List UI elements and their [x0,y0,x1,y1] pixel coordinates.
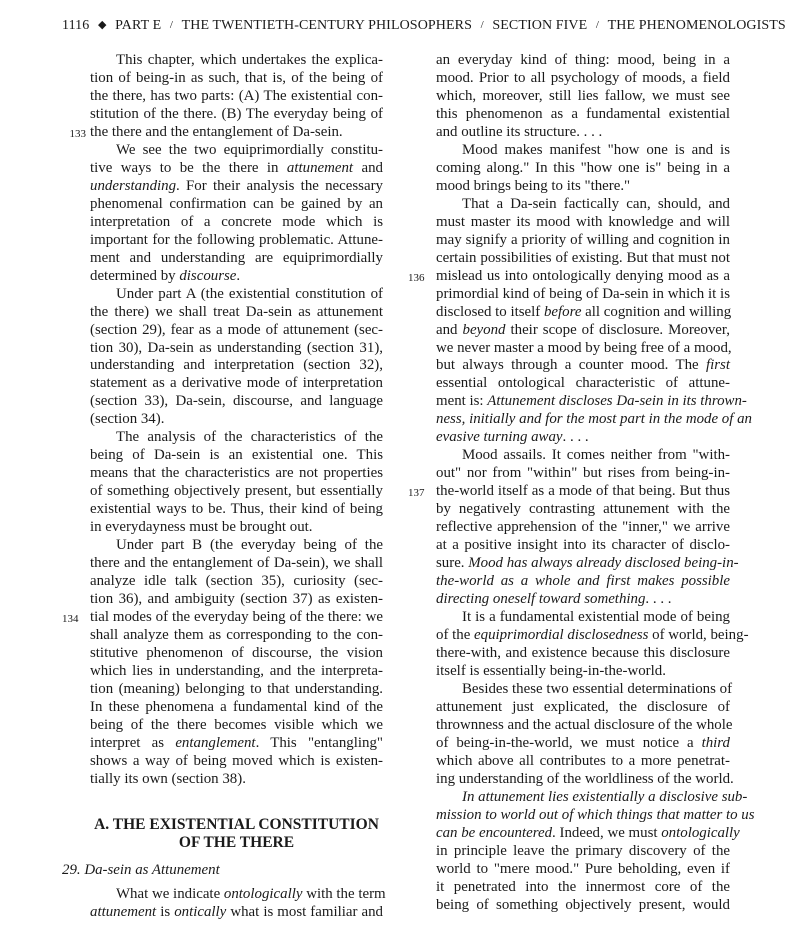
slash-separator: / [595,19,600,31]
text-line: This chapter, which undertakes the explica- [116,52,383,68]
section-gap [90,852,383,862]
text-line: and outline its structure. . . . [436,123,603,140]
section-heading: OF THE THERE [178,833,295,851]
slash-separator: / [169,19,173,31]
text-line: the there) we shall treat Da-sein as attunement [90,303,383,320]
text-line: there-with, and existence because this disclosure [436,644,730,661]
text-line: the-world itself as a mode of that being. But thus 137 [436,483,730,501]
text-line: can be encountered. Indeed, we must ontologically [436,824,740,841]
text-line: shall analyze them as corresponding to the con- [90,627,383,643]
text-line: We see the two equiprimordially constitu- [116,141,383,158]
text-line: certain possibilities of existing. But that must not [436,249,730,266]
text-line: What we indicate ontologically with the term [116,885,386,902]
text-line: interpretation of a concrete mode which is [90,213,383,230]
text-line: disclosed to itself before all cognition and willing [436,303,732,320]
header-section: SECTION FIVE [492,18,588,33]
header-book: THE TWENTIETH-CENTURY PHILOSOPHERS [181,18,472,33]
text-line: Under part B (the everyday being of the [116,537,383,554]
section-heading: A. THE EXISTENTIAL CONSTITUTION [94,815,379,833]
text-line: analyze idle talk (section 35), curiosity (sec- [90,573,383,590]
text-line: an everyday kind of thing: mood, being in a [436,52,730,68]
text-line: mood. Prior to all psychology of moods, a field [436,69,730,86]
right-column [408,52,755,915]
text-line: ing understanding of the worldliness of the world. [436,770,734,787]
text-line: the there, has two parts: (A) The existential con- [90,87,383,104]
text-line: in principle leave the primary discovery of the [436,842,730,859]
text-line: must master its mood with knowledge and will [436,213,730,230]
text-line: being of something objectively present, would [436,896,730,913]
text-line: mood brings being to its "there." [436,177,631,194]
subsection-heading: 29. Da-sein as Attunement [62,861,220,878]
text-line: in everydayness must be brought out. [90,519,313,536]
text-line: it penetrated into the innermost core of the [436,878,730,895]
text-line: coming along." In this "how one is" being in a [436,159,730,176]
text-line: of the equiprimordial disclosedness of world, being- [436,627,749,643]
text-line: primordial kind of being of Da-sein in which it is [436,285,730,302]
text-line: sure. Mood has always already disclosed being-in- [436,555,739,572]
text-line: important for the following problematic. Attune- [90,231,383,248]
text-line: It is a fundamental existential mode of being [462,609,730,626]
text-line: Under part A (the existential constitution of [116,285,383,302]
text-line: Besides these two essential determinations of [462,680,733,697]
text-line: the-world as a whole and first makes possible [436,573,730,590]
section-gap [90,789,383,816]
text-line: Mood makes manifest "how one is and is [462,141,730,158]
slash-separator: / [480,19,484,31]
left-column [62,52,386,922]
text-line: world to "mere mood." Pure beholding, even if [436,860,730,877]
text-line: of something objectively present, but essentially [90,483,383,500]
text-line: tial modes of the everyday being of the there: we 134 [90,609,383,627]
text-line: shows a way of being moved which is existen- [90,752,383,769]
text-line: tion (meaning) belonging to that understanding. [90,680,383,697]
text-line: being of the there becomes visible which we [90,716,383,733]
text-line: which above all contributes to a more penetrat- [436,752,730,769]
text-line: existential ways to be. Thus, their kind of being [90,501,383,518]
text-line: tive ways to be the there in attunement and [90,159,383,176]
text-line: interpret as entanglement. This "entangling" [90,734,383,751]
text-line: out" nor from "within" but rises from being-in- [436,465,730,482]
text-line: of being-in-the-world, we must notice a third [436,734,730,751]
text-line: stitution of the there. (B) The everyday being of [90,105,383,122]
text-line: (section 29), fear as a mode of attunement (sec- [90,321,383,338]
text-line: ment is: Attunement discloses Da-sein in its thrown- [436,393,747,410]
running-header [62,18,786,34]
text-line: In attunement lies existentially a disclosive sub- [462,788,748,805]
text-line: (section 34). [90,411,165,428]
text-line: which, moreover, still lies fallow, we must see [436,87,730,104]
text-line: tion 30), Da-sein as understanding (section 31), [90,339,383,356]
text-line: this phenomenon as a fundamental existential [436,105,730,122]
header-part: PART E [115,18,162,33]
text-line: tion of being-in as such, that is, of the being of [90,69,383,86]
text-line: tion 36), and ambiguity (section 37) as existen- [90,591,383,608]
text-line: which lies in understanding, and the interpreta- [90,662,383,679]
text-line: the there and the entanglement of Da-sein. 133 [90,124,383,142]
text-line: may signify a priority of willing and cognition in [436,231,730,248]
text-line: stitutive phenomenon of discourse, the vision [90,644,383,661]
text-line: thrownness and the actual disclosure of the whole [436,716,733,733]
text-line: being of Da-sein is an existential one. This [90,447,383,464]
marginal-page-number: 133 [69,127,86,140]
text-line: mislead us into ontologically denying mood as a 136 [436,268,730,286]
text-line: itself is essentially being-in-the-world. [436,662,666,679]
text-line: ment and understanding are equiprimordially [90,249,383,266]
text-line: phenomenal confirmation can be gained by an [90,195,383,212]
text-line: understanding and interpretation (section 32), [90,357,383,374]
text-line: we never master a mood by being free of a mood, [436,339,732,356]
text-line: attunement is ontically what is most familiar and [90,903,383,920]
text-line: understanding. For their analysis the necessary [90,177,383,194]
text-line: but always through a counter mood. The first [436,357,730,374]
text-line: evasive turning away. . . . [436,429,589,446]
text-line: That a Da-sein factically can, should, and [462,195,730,212]
text-line: determined by discourse. [90,267,241,284]
text-line: In these phenomena a fundamental kind of the [90,698,383,715]
diamond-bullet-icon: ◆ [97,19,107,31]
page-number: 1116 [62,18,90,33]
text-line: there and the entanglement of Da-sein), we shall [90,555,383,572]
text-line: tially its own (section 38). [90,770,246,787]
text-line: (section 33), Da-sein, discourse, and language [90,393,383,410]
text-line: by negatively contrasting attunement with the [436,501,730,518]
text-line: reflective apprehension of the "inner," we arrive [436,519,730,536]
text-line: mission to world out of which things that matter to us [436,806,755,823]
text-line: essential ontological characteristic of attune- [436,375,730,392]
text-line: directing oneself toward something. . . . [436,591,672,608]
text-line: Mood assails. It comes neither from "with- [462,447,730,464]
header-subsection: THE PHENOMENOLOGISTS [607,18,786,33]
text-line: means that the characteristics are not properties [90,465,383,482]
marginal-page-number: 137 [408,487,425,500]
text-line: attunement just explicated, the disclosure of [436,698,730,715]
text-line: and beyond their scope of disclosure. Moreover, [436,321,730,338]
text-line: The analysis of the characteristics of the [116,429,383,446]
marginal-page-number: 134 [62,613,79,626]
text-line: at a positive insight into its character of disclo- [436,537,730,554]
text-line: statement as a derivative mode of interpretation [90,375,383,392]
text-line: ness, initially and for the most part in the mode of an [436,411,752,428]
marginal-page-number: 136 [408,271,425,284]
